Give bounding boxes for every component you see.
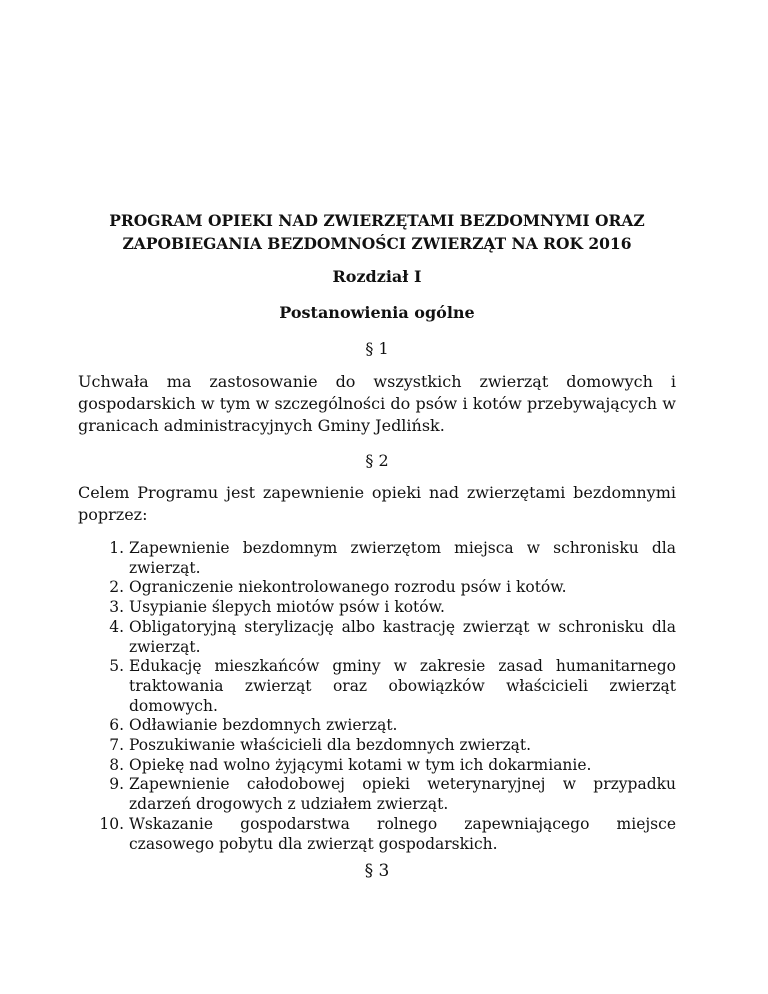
list-item-number: 10. <box>99 814 124 833</box>
document-title <box>78 209 676 255</box>
list-item-text: Wskazanie gospodarstwa rolnego zapewniającego miejsce czasowego pobytu dla zwierząt gospodarskich. <box>129 814 676 853</box>
goals-list <box>78 539 676 854</box>
list-item-text: Usypianie ślepych miotów psów i kotów. <box>129 598 445 617</box>
list-item <box>78 756 676 776</box>
list-item-text: Obligatoryjną sterylizację albo kastrację zwierząt w schronisku dla zwierząt. <box>129 617 676 656</box>
list-item-number: 7. <box>109 736 124 755</box>
list-item-number: 5. <box>109 657 124 676</box>
title-line-2: ZAPOBIEGANIA BEZDOMNOŚCI ZWIERZĄT NA ROK 2016 <box>122 234 632 253</box>
list-item <box>78 598 676 618</box>
list-item <box>78 618 676 657</box>
list-item-text: Odławianie bezdomnych zwierząt. <box>129 716 398 735</box>
chapter-heading: Rozdział I <box>332 267 422 286</box>
list-item-text: Zapewnienie całodobowej opieki weterynaryjnej w przypadku zdarzeń drogowych z udziałem zwierząt. <box>129 775 676 814</box>
list-item-number: 2. <box>109 578 124 597</box>
list-item <box>78 539 676 578</box>
list-item <box>78 736 676 756</box>
list-item <box>78 578 676 598</box>
list-item-number: 8. <box>109 755 124 774</box>
section-3-mark: § 3 <box>364 861 390 881</box>
list-item-text: Opiekę nad wolno żyjącymi kotami w tym ich dokarmianie. <box>129 755 592 774</box>
list-item-number: 6. <box>109 716 124 735</box>
list-item-number: 3. <box>109 598 124 617</box>
list-item-number: 9. <box>109 775 124 794</box>
list-item <box>78 815 676 854</box>
list-item-text: Zapewnienie bezdomnym zwierzętom miejsca w schronisku dla zwierząt. <box>129 539 676 577</box>
section-1-text: Uchwała ma zastosowanie do wszystkich zwierząt domowych i gospodarskich w tym w szczególności do psów i kotów przebywających w granicach administracyjnych Gminy Jedlińsk. <box>78 372 676 435</box>
list-item-number: 1. <box>109 539 124 557</box>
list-item <box>78 716 676 736</box>
title-line-1: PROGRAM OPIEKI NAD ZWIERZĘTAMI BEZDOMNYMI ORAZ <box>109 211 645 230</box>
section-2-mark: § 2 <box>365 451 389 470</box>
list-item-number: 4. <box>109 617 124 636</box>
list-item-text: Poszukiwanie właścicieli dla bezdomnych zwierząt. <box>129 736 532 755</box>
chapter-title: Postanowienia ogólne <box>279 303 475 322</box>
section-1-mark: § 1 <box>365 339 389 358</box>
list-item <box>78 657 676 716</box>
list-item <box>78 775 676 814</box>
section-2-intro: Celem Programu jest zapewnienie opieki nad zwierzętami bezdomnymi poprzez: <box>78 483 676 524</box>
list-item-text: Edukację mieszkańców gminy w zakresie zasad humanitarnego traktowania zwierząt oraz obowiązków właścicieli zwierząt domowych. <box>129 657 676 715</box>
list-item-text: Ograniczenie niekontrolowanego rozrodu psów i kotów. <box>129 578 567 597</box>
